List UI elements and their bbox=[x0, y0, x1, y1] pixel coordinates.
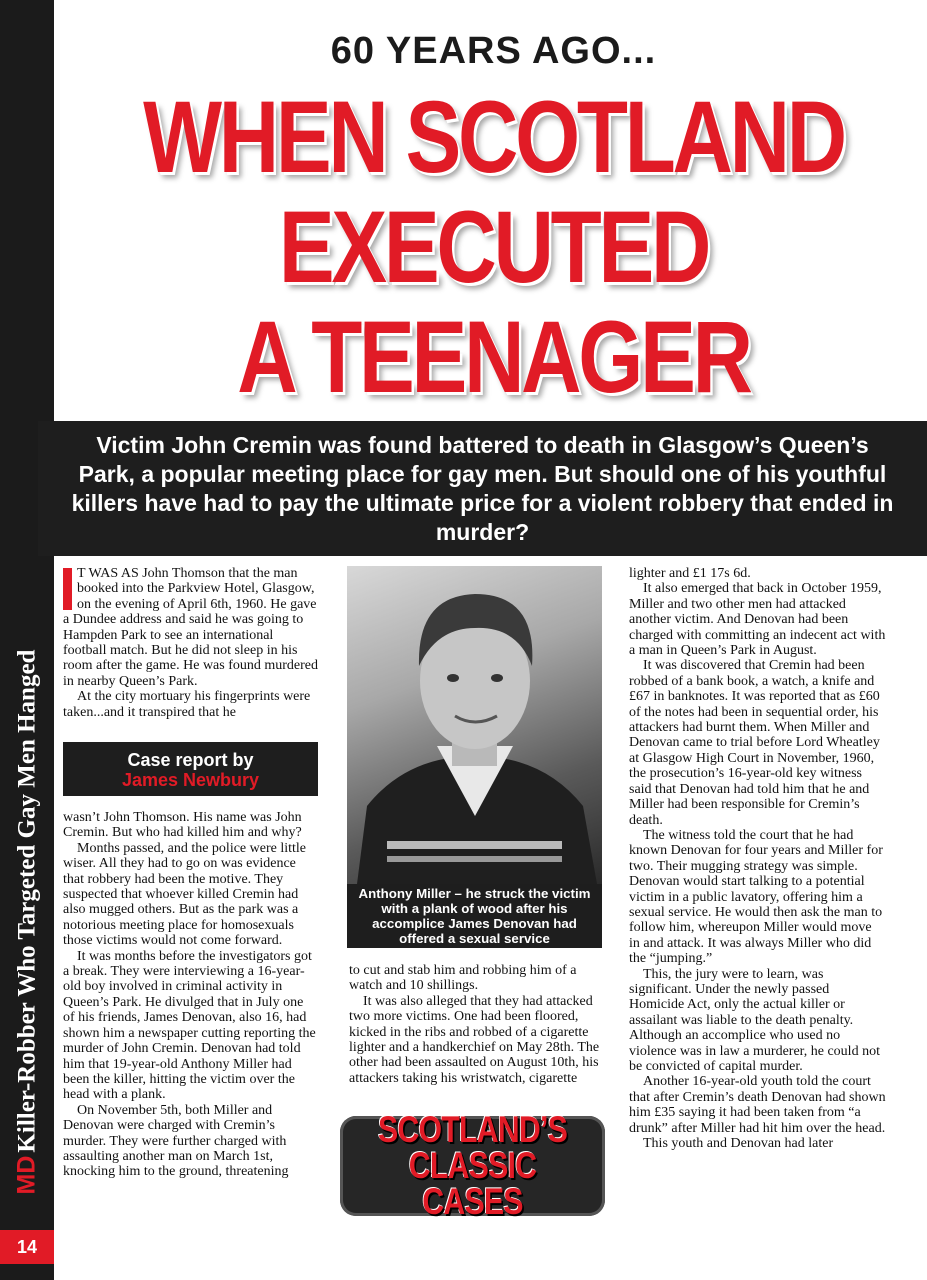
page-number: 14 bbox=[0, 1230, 54, 1264]
article-paragraph: Another 16-year-old youth told the court that after Cremin’s death Denovan had shown him £35 saying it had been taken from “a drunk” after Miller had hit him over the head. bbox=[629, 1074, 886, 1136]
article-column-1-top bbox=[63, 566, 318, 720]
series-logo-line: SCOTLAND’S bbox=[377, 1109, 568, 1150]
article-paragraph: This, the jury were to learn, was significant. Under the newly passed Homicide Act, only the actual killer or assailant was liable to the death penalty. Although an accomplice who used no violence was in law a murderer, he could not be convicted of capital murder. bbox=[629, 966, 880, 1074]
kicker: 60 YEARS AGO... bbox=[330, 30, 657, 72]
article-paragraph: The witness told the court that he had known Denovan for four years and Miller for two. Their mugging strategy was simple. Denovan would start talking to a potential victim in a public lavatory, offering him a sexual service. He would then ask the man to follow him, whereupon Miller would move in and attack. It was always Miller who did the “jumping.” bbox=[629, 827, 883, 967]
article-paragraph: wasn’t John Thomson. His name was John Cremin. But who had killed him and why? bbox=[63, 810, 302, 841]
article-column-3 bbox=[629, 566, 886, 1151]
series-logo bbox=[340, 1109, 605, 1222]
article-paragraph: At the city mortuary his fingerprints were taken...and it transpired that he bbox=[63, 689, 311, 720]
article-paragraph: This youth and Denovan had later bbox=[643, 1136, 834, 1152]
md-logo: MD bbox=[12, 1155, 41, 1195]
article-paragraph: It also emerged that back in October 1959, Miller and two other men had attacked another victim. And Denovan had been charged with committing an indecent act with a man in Queen’s Park in August. bbox=[629, 581, 886, 659]
portrait-illustration bbox=[347, 566, 602, 884]
byline-box bbox=[63, 742, 318, 796]
article-paragraph: It was months before the investigators got a break. They were interviewing a 16-year-old boy involved in criminal activity in Queen’s Park. He divulged that in July one of his friends, James Denovan, also 16, had shown him a newspaper cutting reporting the murder of John Cremin. Denovan had told him that 19-year-old Anthony Miller had been the killer, hitting the victim over the head with a plank. bbox=[63, 948, 316, 1103]
article-column-2 bbox=[349, 963, 602, 1086]
series-logo-text bbox=[364, 1109, 581, 1222]
standfirst bbox=[38, 421, 927, 556]
article-paragraph: It was discovered that Cremin had been robbed of a bank book, a watch, a knife and £67 in banknotes. It was reported that as £60 of the notes had been in sequential order, his attackers had burnt them. When Miller and Denovan came to trial before Lord Wheatley at Glasgow High Court in November, 1960, the prosecution’s 16-year-old key witness said that Denovan had told him that he and Miller had been responsible for Cremin’s death. bbox=[629, 658, 880, 828]
standfirst-text: Victim John Cremin was found battered to death in Glasgow’s Queen’s Park, a popular meeting place for gay men. But should one of his youthful killers have had to pay the ultimate price for a violent robbery that ended in murder? bbox=[71, 431, 894, 545]
spine-title bbox=[13, 650, 42, 1195]
article-paragraph: Months passed, and the police were little wiser. All they had to go on was evidence that robbery had been the motive. They suspected that whoever killed Cremin had also mugged others. But as the park was a notorious meeting place for homosexuals those victims would not come forward. bbox=[63, 840, 306, 949]
byline-author: James Newbury bbox=[121, 770, 260, 790]
spine-title-text: Killer-Robber Who Targeted Gay Men Hanged bbox=[13, 649, 41, 1153]
drop-cap-bar bbox=[63, 568, 72, 610]
headline bbox=[60, 82, 927, 412]
portrait-photo bbox=[347, 566, 602, 884]
headline-line: A TEENAGER bbox=[237, 300, 750, 414]
article-paragraph bbox=[63, 566, 318, 689]
byline-label: Case report by bbox=[127, 750, 254, 770]
paragraph-text: T WAS AS John Thomson that the man booked into the Parkview Hotel, Glasgow, on the evening of April 6th, 1960. He gave a Dundee address and said he was going to Hampden Park to see an international football match. But he did not sleep in his room after the game. He was found murdered in nearby Queen’s Park. bbox=[63, 566, 319, 689]
headline-line: EXECUTED bbox=[278, 190, 709, 304]
article-paragraph: On November 5th, both Miller and Denovan were charged with Cremin’s murder. They were further charged with assaulting another man on March 1st, knocking him to the ground, threatening bbox=[63, 1102, 289, 1180]
spine-bar bbox=[0, 0, 54, 1280]
article-paragraph: to cut and stab him and robbing him of a watch and 10 shillings. bbox=[349, 963, 577, 994]
article-paragraph: It was also alleged that they had attacked two more victims. One had been floored, kicked in the ribs and robbed of a cigarette lighter and a handkerchief on May 28th. The other had been assaulted on August 10th, his attackers taking his wristwatch, cigarette bbox=[349, 993, 600, 1086]
series-logo-line: CLASSIC CASES bbox=[408, 1145, 537, 1222]
article-column-1-bottom bbox=[63, 810, 318, 1180]
headline-line: WHEN SCOTLAND bbox=[143, 80, 844, 194]
photo-caption: Anthony Miller – he struck the victim with a plank of wood after his accomplice James Denovan had offered a sexual service bbox=[347, 884, 602, 948]
article-paragraph: lighter and £1 17s 6d. bbox=[629, 566, 751, 581]
